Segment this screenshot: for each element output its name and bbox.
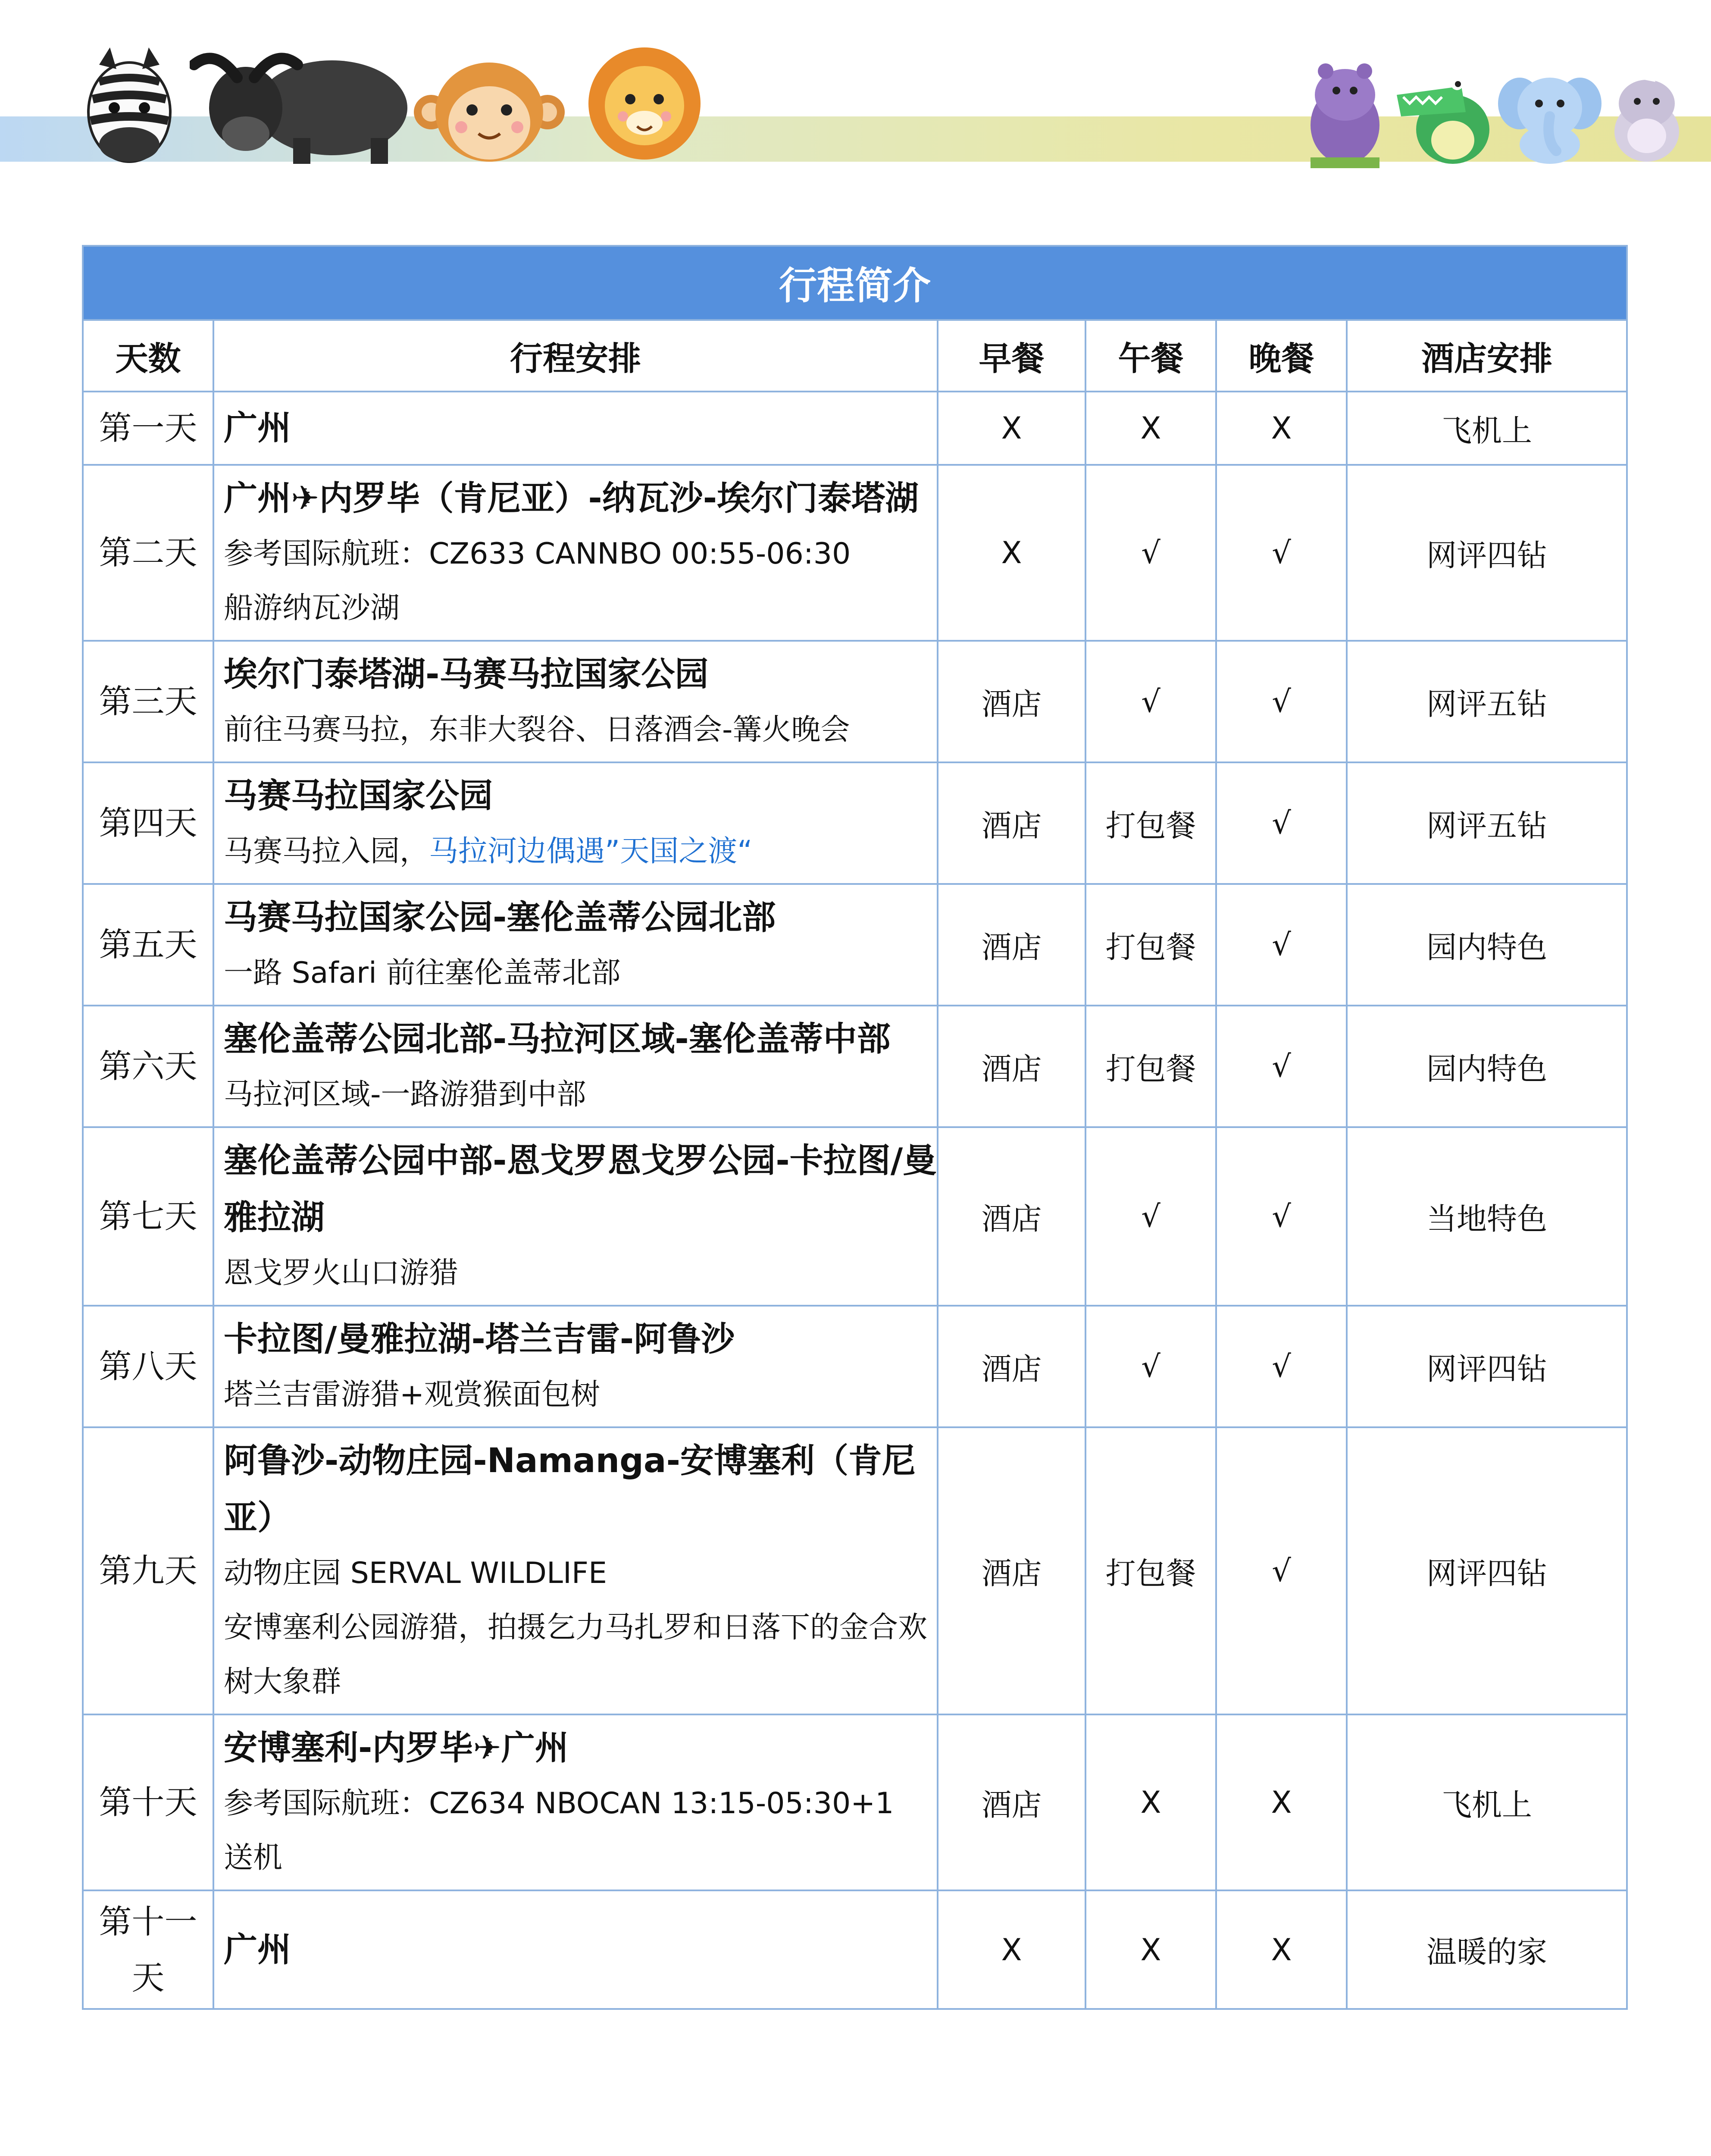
header-plan: 行程安排 — [213, 320, 938, 392]
lunch-value: √ — [1085, 1306, 1216, 1427]
table-row — [83, 1427, 1627, 1714]
breakfast-value: 酒店 — [938, 1006, 1085, 1127]
buffalo-illustration — [190, 39, 410, 164]
breakfast-value: X — [938, 1890, 1085, 2009]
day-label: 第九天 — [83, 1427, 213, 1714]
day-label: 第六天 — [83, 1006, 213, 1127]
plan-cell — [213, 762, 938, 884]
route-title: 马赛马拉国家公园-塞伦盖蒂公园北部 — [224, 898, 776, 937]
plan-cell — [213, 392, 938, 465]
breakfast-value: 酒店 — [938, 1427, 1085, 1714]
dinner-value: X — [1216, 392, 1347, 465]
monkey-illustration — [414, 60, 565, 164]
route-title: 埃尔门泰塔湖-马赛马拉国家公园 — [224, 655, 709, 694]
table-row — [83, 641, 1627, 762]
route-title: 马赛马拉国家公园 — [224, 777, 493, 815]
table-row — [83, 465, 1627, 641]
plan-cell — [213, 884, 938, 1006]
table-header-row — [83, 320, 1627, 392]
day-label: 第七天 — [83, 1127, 213, 1306]
breakfast-value: 酒店 — [938, 884, 1085, 1006]
route-note: 马拉河区域-一路游猎到中部 — [224, 1078, 586, 1112]
zebra-illustration — [73, 47, 185, 164]
hotel-value: 园内特色 — [1347, 884, 1627, 1006]
route-title: 塞伦盖蒂公园中部-恩戈罗恩戈罗公园-卡拉图/曼雅拉湖 — [224, 1141, 937, 1237]
day-label: 第五天 — [83, 884, 213, 1006]
table-title: 行程简介 — [83, 246, 1627, 320]
route-note: 船游纳瓦沙湖 — [224, 591, 400, 625]
hotel-value: 飞机上 — [1347, 1714, 1627, 1890]
hotel-value: 网评四钻 — [1347, 1306, 1627, 1427]
plan-cell — [213, 641, 938, 762]
route-note: 恩戈罗火山口游猎 — [224, 1256, 459, 1290]
route-note: 送机 — [224, 1841, 283, 1875]
lion-illustration — [582, 45, 707, 162]
route-title: 塞伦盖蒂公园北部-马拉河区域-塞伦盖蒂中部 — [224, 1020, 891, 1059]
route-note — [224, 824, 937, 879]
lunch-value: 打包餐 — [1085, 762, 1216, 884]
lunch-value: X — [1085, 1714, 1216, 1890]
lunch-value: √ — [1085, 641, 1216, 762]
header-lunch: 午餐 — [1085, 320, 1216, 392]
day-label: 第十天 — [83, 1714, 213, 1890]
route-title: 卡拉图/曼雅拉湖-塔兰吉雷-阿鲁沙 — [224, 1320, 735, 1359]
table-row — [83, 1714, 1627, 1890]
day-label: 第十一天 — [83, 1890, 213, 2009]
lunch-value: 打包餐 — [1085, 884, 1216, 1006]
route-note: 塔兰吉雷游猎+观赏猴面包树 — [224, 1378, 600, 1412]
lunch-value: 打包餐 — [1085, 1427, 1216, 1714]
lunch-value: 打包餐 — [1085, 1006, 1216, 1127]
hippo-illustration — [1302, 56, 1388, 168]
day-label: 第四天 — [83, 762, 213, 884]
plan-cell — [213, 1006, 938, 1127]
table-row — [83, 1127, 1627, 1306]
lunch-value: √ — [1085, 1127, 1216, 1306]
hotel-value: 当地特色 — [1347, 1127, 1627, 1306]
route-note-highlight: 马拉河边偶遇”天国之渡“ — [429, 834, 753, 868]
elephant-illustration — [1496, 65, 1604, 164]
dinner-value: √ — [1216, 762, 1347, 884]
dinner-value: √ — [1216, 884, 1347, 1006]
plan-cell — [213, 465, 938, 641]
breakfast-value: X — [938, 465, 1085, 641]
route-note: 前往马赛马拉，东非大裂谷、日落酒会-篝火晚会 — [224, 713, 850, 747]
route-note: 安博塞利公园游猎，拍摄乞力马扎罗和日落下的金合欢树大象群 — [224, 1611, 928, 1699]
table-row — [83, 392, 1627, 465]
table-row — [83, 1306, 1627, 1427]
dinner-value: √ — [1216, 1427, 1347, 1714]
lunch-value: X — [1085, 1890, 1216, 2009]
breakfast-value: 酒店 — [938, 1306, 1085, 1427]
lunch-value: √ — [1085, 465, 1216, 641]
route-note: 动物庄园 SERVAL WILDLIFE — [224, 1556, 607, 1590]
plan-cell — [213, 1427, 938, 1714]
breakfast-value: 酒店 — [938, 762, 1085, 884]
route-title: 广州 — [224, 409, 291, 448]
day-label: 第三天 — [83, 641, 213, 762]
breakfast-value: X — [938, 392, 1085, 465]
route-note-plain: 马赛马拉入园， — [224, 834, 429, 868]
hotel-value: 网评四钻 — [1347, 465, 1627, 641]
table-row — [83, 762, 1627, 884]
route-title: 安博塞利-内罗毕✈广州 — [224, 1729, 569, 1767]
table-row — [83, 884, 1627, 1006]
crocodile-illustration — [1392, 65, 1500, 168]
dinner-value: X — [1216, 1714, 1347, 1890]
hotel-value: 网评五钻 — [1347, 641, 1627, 762]
breakfast-value: 酒店 — [938, 1127, 1085, 1306]
table-row — [83, 1006, 1627, 1127]
header-day: 天数 — [83, 320, 213, 392]
route-title: 阿鲁沙-动物庄园-Namanga-安博塞利（肯尼亚） — [224, 1442, 916, 1537]
dinner-value: √ — [1216, 1127, 1347, 1306]
breakfast-value: 酒店 — [938, 1714, 1085, 1890]
dinner-value: √ — [1216, 641, 1347, 762]
header-hotel: 酒店安排 — [1347, 320, 1627, 392]
plan-cell — [213, 1306, 938, 1427]
route-title: 广州✈内罗毕（肯尼亚）-纳瓦沙-埃尔门泰塔湖 — [224, 479, 919, 518]
header-breakfast: 早餐 — [938, 320, 1085, 392]
rhino-illustration — [1604, 67, 1690, 164]
hotel-value: 网评四钻 — [1347, 1427, 1627, 1714]
hotel-value: 园内特色 — [1347, 1006, 1627, 1127]
table-row — [83, 1890, 1627, 2009]
hotel-value: 网评五钻 — [1347, 762, 1627, 884]
plan-cell — [213, 1890, 938, 2009]
day-label: 第一天 — [83, 392, 213, 465]
hotel-value: 飞机上 — [1347, 392, 1627, 465]
hotel-value: 温暖的家 — [1347, 1890, 1627, 2009]
route-note: 参考国际航班：CZ633 CANNBO 00:55-06:30 — [224, 537, 851, 571]
itinerary-table — [82, 245, 1628, 2010]
dinner-value: √ — [1216, 465, 1347, 641]
breakfast-value: 酒店 — [938, 641, 1085, 762]
route-title: 广州 — [224, 1930, 291, 1969]
lunch-value: X — [1085, 392, 1216, 465]
day-label: 第二天 — [83, 465, 213, 641]
dinner-value: X — [1216, 1890, 1347, 2009]
header-dinner: 晚餐 — [1216, 320, 1347, 392]
dinner-value: √ — [1216, 1306, 1347, 1427]
dinner-value: √ — [1216, 1006, 1347, 1127]
plan-cell — [213, 1714, 938, 1890]
plan-cell — [213, 1127, 938, 1306]
day-label: 第八天 — [83, 1306, 213, 1427]
route-note: 一路 Safari 前往塞伦盖蒂北部 — [224, 956, 621, 990]
route-note: 参考国际航班：CZ634 NBOCAN 13:15-05:30+1 — [224, 1786, 894, 1821]
